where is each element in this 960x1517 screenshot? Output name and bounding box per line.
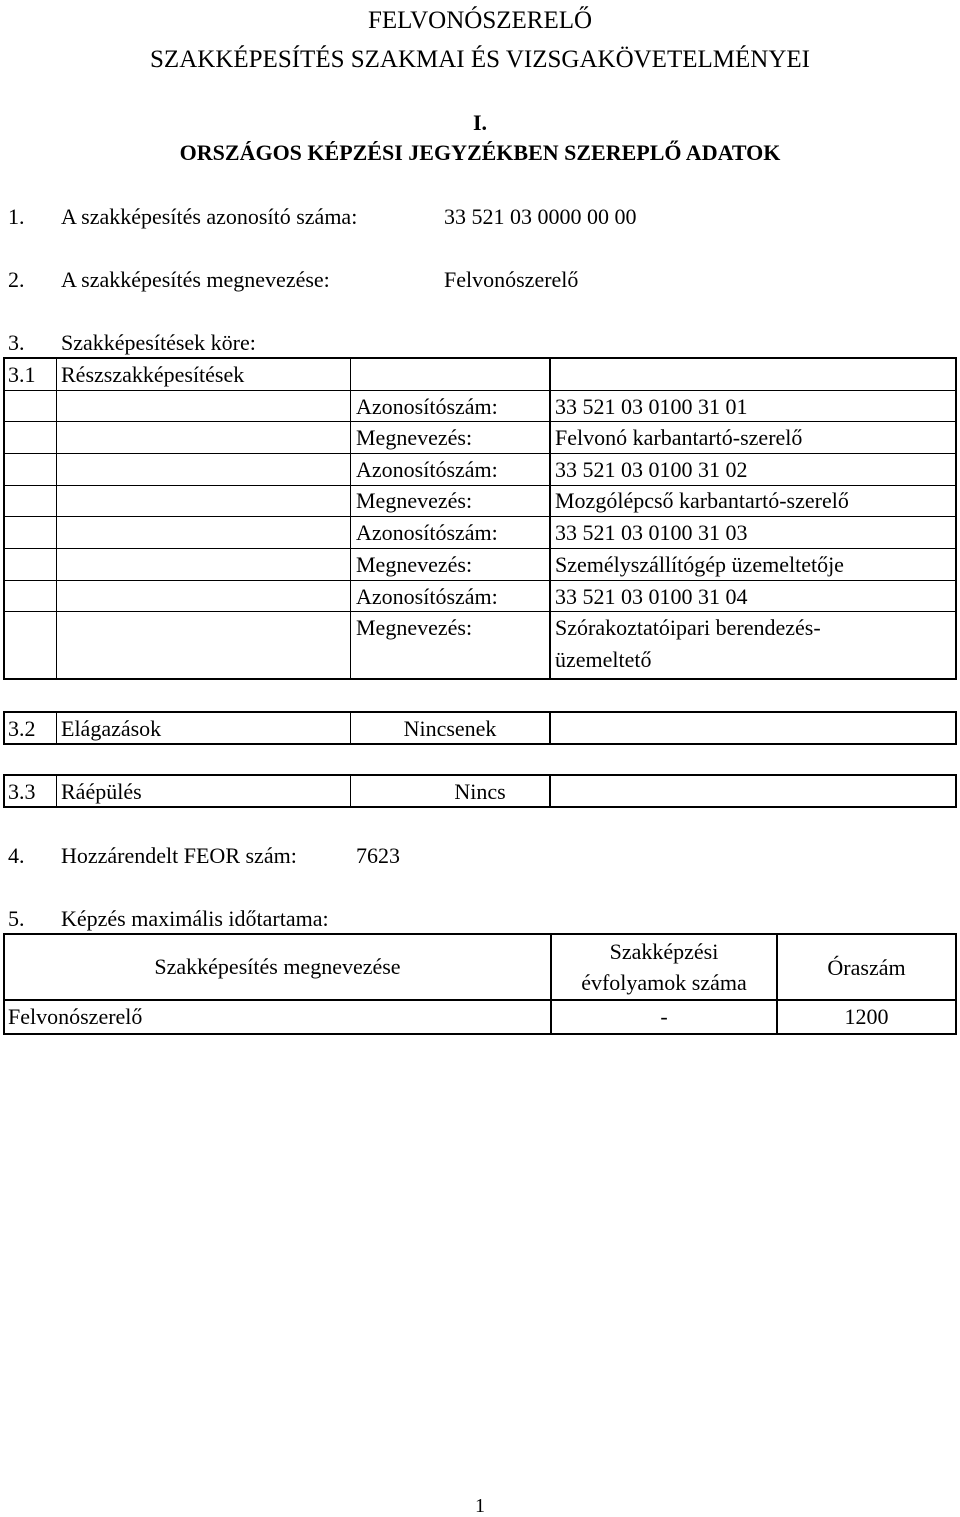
superstructure-number: 3.3 (8, 779, 36, 804)
document-subtitle: SZAKKÉPESÍTÉS SZAKMAI ÉS VIZSGAKÖVETELMÉNYEI (150, 46, 810, 73)
item-5-number: 5. (8, 906, 25, 931)
item-4-value: 7623 (356, 843, 400, 868)
duration-header-years-line2: évfolyamok száma (581, 970, 747, 995)
document-title: FELVONÓSZERELŐ (367, 7, 593, 34)
partial-number: 3.1 (8, 362, 36, 387)
duration-header-years-line1: Szakképzési (609, 939, 719, 964)
duration-header-name: Szakképesítés megnevezése (154, 954, 401, 979)
duration-row-name: Felvonószerelő (8, 1004, 143, 1029)
branches-label: Elágazások (61, 716, 162, 741)
partial-row-value-continued: üzemeltető (555, 647, 652, 672)
partial-row-key: Megnevezés: (356, 425, 473, 450)
section-number: I. (472, 110, 488, 135)
superstructure-value: Nincs (454, 779, 506, 804)
item-4-label: Hozzárendelt FEOR szám: (61, 843, 297, 868)
partial-row-value: 33 521 03 0100 31 03 (555, 520, 748, 545)
partial-row-key: Azonosítószám: (356, 584, 498, 609)
duration-row-hours: 1200 (844, 1004, 889, 1029)
item-2-label: A szakképesítés megnevezése: (61, 267, 330, 292)
page-number: 1 (475, 1495, 485, 1517)
item-1-label: A szakképesítés azonosító száma: (61, 204, 358, 229)
partial-row-key: Azonosítószám: (356, 394, 498, 419)
superstructure-label: Ráépülés (61, 779, 142, 804)
partial-row-key: Megnevezés: (356, 552, 473, 577)
item-1-number: 1. (8, 204, 25, 229)
partial-row-value: Mozgólépcső karbantartó-szerelő (555, 488, 849, 513)
item-4-number: 4. (8, 843, 25, 868)
item-3-label: Szakképesítések köre: (61, 330, 256, 355)
item-1-value: 33 521 03 0000 00 00 (444, 204, 637, 229)
partial-row-value: 33 521 03 0100 31 01 (555, 394, 748, 419)
partial-row-value: 33 521 03 0100 31 02 (555, 457, 748, 482)
branches-value: Nincsenek (403, 716, 497, 741)
partial-row-key: Megnevezés: (356, 615, 473, 640)
partial-row-value: Szórakoztatóipari berendezés- (555, 615, 821, 640)
item-2-value: Felvonószerelő (444, 267, 579, 292)
partial-row-value: 33 521 03 0100 31 04 (555, 584, 748, 609)
duration-header-hours: Óraszám (827, 955, 906, 980)
item-3-number: 3. (8, 330, 25, 355)
partial-row-key: Megnevezés: (356, 488, 473, 513)
item-2-number: 2. (8, 267, 25, 292)
partial-label: Részszakképesítések (61, 362, 245, 387)
duration-row-years: - (660, 1004, 668, 1029)
partial-row-value: Személyszállítógép üzemeltetője (555, 552, 844, 577)
partial-row-key: Azonosítószám: (356, 520, 498, 545)
partial-row-key: Azonosítószám: (356, 457, 498, 482)
item-5-label: Képzés maximális időtartama: (61, 906, 329, 931)
section-title: ORSZÁGOS KÉPZÉSI JEGYZÉKBEN SZEREPLŐ ADATOK (179, 140, 781, 165)
partial-row-value: Felvonó karbantartó-szerelő (555, 425, 803, 450)
branches-number: 3.2 (8, 716, 36, 741)
